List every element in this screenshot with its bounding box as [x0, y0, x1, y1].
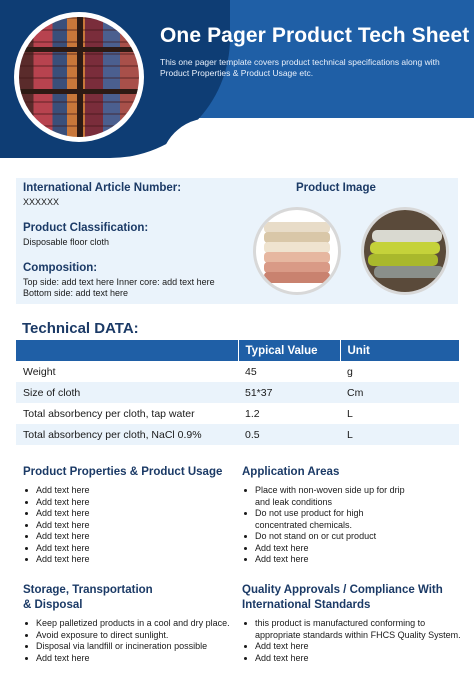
storage-title-line-2: & Disposal [23, 599, 83, 611]
storage-title [23, 583, 153, 613]
list-item: Add text here [242, 543, 412, 555]
list-item: Keep palletized products in a cool and dry place. [23, 618, 238, 630]
application-areas-title: Application Areas [242, 466, 340, 478]
list-item: Add text here [23, 497, 223, 509]
quality-title-line-2: International Standards [242, 599, 371, 611]
list-item: Add text here [23, 531, 223, 543]
properties-title: Product Properties & Product Usage [23, 466, 223, 478]
table-cell: L [347, 407, 353, 420]
composition-label: Composition: [23, 262, 98, 274]
list-item: Add text here [242, 554, 412, 566]
classification-label: Product Classification: [23, 222, 149, 234]
table-row [16, 382, 459, 403]
list-item: Add text here [242, 641, 462, 653]
article-number-label: International Article Number: [23, 182, 182, 194]
properties-list [23, 485, 223, 566]
list-item: Avoid exposure to direct sunlight. [23, 630, 238, 642]
column-header-typical-value: Typical Value [238, 340, 340, 361]
list-item: Do not stand on or cut product [242, 531, 412, 543]
quality-title [242, 583, 443, 613]
column-header-unit: Unit [340, 340, 459, 361]
table-row [16, 424, 459, 445]
list-item: this product is manufactured conforming to appropriate standards within FHCS Quality System. [242, 618, 462, 641]
list-item: Add text here [242, 653, 462, 665]
table-cell: 1.2 [245, 407, 260, 420]
technical-data-table [16, 340, 459, 445]
table-cell: 51*37 [238, 382, 340, 403]
table-cell: Weight [23, 365, 56, 378]
table-cell: L [340, 424, 459, 445]
table-cell: Total absorbency per cloth, tap water [23, 407, 195, 420]
table-cell: Size of cloth [16, 382, 238, 403]
technical-data-title: Technical DATA: [22, 320, 139, 337]
composition-line-2: Bottom side: add text here [23, 288, 129, 298]
list-item: Do not use product for high concentrated chemicals. [242, 508, 412, 531]
column-header-property [16, 340, 238, 361]
page-title: One Pager Product Tech Sheet [160, 24, 470, 47]
table-cell: g [347, 365, 353, 378]
storage-list [23, 618, 238, 664]
list-item: Add text here [23, 554, 223, 566]
list-item: Add text here [23, 485, 223, 497]
page-subtitle: This one pager template covers product technical specifications along with Product Properties & Product Usage etc. [160, 57, 440, 78]
rug-shelf-photo [19, 17, 139, 137]
list-item: Add text here [23, 543, 223, 555]
article-number-value: XXXXXX [23, 197, 60, 207]
folded-cloth-photo-2 [364, 210, 446, 292]
folded-cloth-photo-1 [256, 210, 338, 292]
product-image-label: Product Image [296, 182, 376, 194]
quality-title-line-1: Quality Approvals / Compliance With [242, 584, 443, 596]
storage-title-line-1: Storage, Transportation [23, 584, 153, 596]
classification-value: Disposable floor cloth [23, 237, 110, 247]
header-photo-frame [14, 12, 144, 142]
table-row [16, 403, 459, 424]
list-item: Place with non-woven side up for drip and leak conditions [242, 485, 412, 508]
application-areas-list [242, 485, 412, 566]
list-item: Add text here [23, 508, 223, 520]
list-item: Disposal via landfill or incineration possible [23, 641, 238, 653]
table-cell: 45 [245, 365, 257, 378]
composition-line-1: Top side: add text here Inner core: add text here [23, 277, 215, 287]
table-header-row [16, 340, 459, 361]
table-cell: 0.5 [238, 424, 340, 445]
list-item: Add text here [23, 653, 238, 665]
list-item: Add text here [23, 520, 223, 532]
table-cell: Cm [340, 382, 459, 403]
table-cell: Total absorbency per cloth, NaCl 0.9% [16, 424, 238, 445]
table-row [16, 361, 459, 382]
quality-list [242, 618, 462, 664]
header-curve [160, 118, 474, 168]
